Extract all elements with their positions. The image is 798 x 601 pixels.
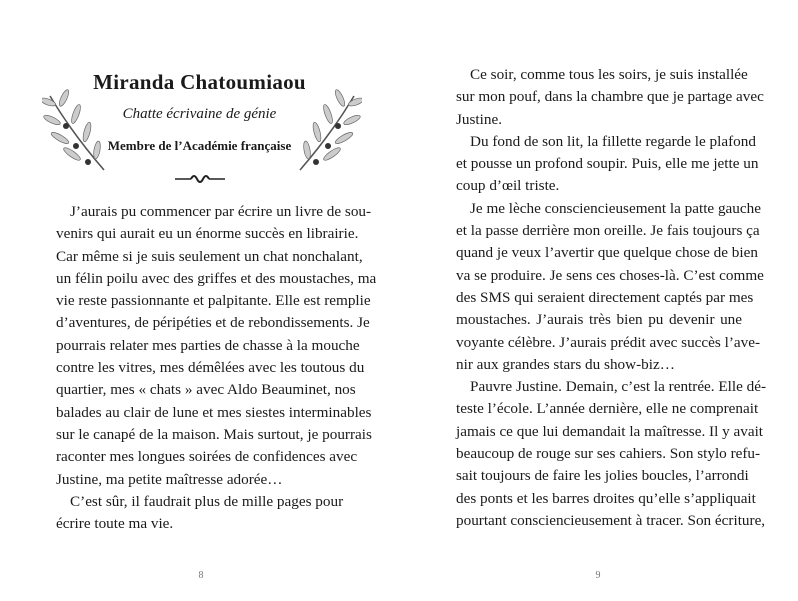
text-line: sur mon pouf, dans la chambre que je partage avec	[456, 88, 764, 106]
author-title: Miranda Chatoumiaou	[93, 70, 306, 94]
author-subtitle: Chatte écrivaine de génie	[122, 106, 277, 122]
text-line: Du fond de son lit, la fillette regarde le plafond	[470, 132, 756, 150]
text-line: vie reste passionnante et palpitante. Elle est remplie	[56, 292, 371, 310]
laurel-branch-left-icon	[42, 88, 112, 178]
text-line: nir aux grandes stars du show-biz…	[456, 355, 675, 373]
text-line: Justine, ma petite maîtresse adorée…	[56, 470, 283, 488]
text-line: coup d’œil triste.	[456, 177, 560, 195]
text-line: quartier, mes « chats » avec Aldo Beauminet, nos	[56, 381, 356, 399]
text-line: Car même si je suis seulement un chat nonchalant,	[56, 247, 363, 265]
right-page	[399, 0, 798, 601]
page-number: 8	[198, 570, 204, 581]
text-line: des ponts et les barres droites qu’elle s’appliquait	[456, 489, 756, 507]
page-number: 9	[595, 570, 601, 581]
text-line: raconter mes longues soirées de confidences avec	[56, 448, 358, 466]
text-line: sait toujours de faire les jolies boucles, l’arrondi	[456, 467, 749, 485]
ornament-divider-icon	[175, 172, 225, 186]
text-line: quand je veux l’avertir que quelque chose de bien	[456, 244, 758, 262]
text-line: écrire toute ma vie.	[56, 515, 174, 533]
left-page-body	[56, 201, 377, 535]
text-line: et la passe derrière mon oreille. Je fais toujours ça	[456, 222, 760, 240]
text-line: Ce soir, comme tous les soirs, je suis installée	[470, 66, 748, 83]
text-line: un félin poilu avec des griffes et des moustaches, ma	[56, 269, 377, 287]
text-line: moustaches. J’aurais très bien pu devenir une	[456, 311, 742, 329]
text-line: va se produire. Je sens ces choses-là. C’est comme	[456, 266, 764, 284]
text-line: venirs qui aurait eu un énorme succès en librairie.	[56, 225, 359, 243]
text-line: C’est sûr, il faudrait plus de mille pages pour	[70, 492, 344, 510]
text-line: Pauvre Justine. Demain, c’est la rentrée. Elle dé-	[470, 378, 767, 396]
text-line: pourtant consciencieusement à tracer. Son écriture,	[456, 511, 766, 529]
right-page-body	[456, 64, 767, 532]
text-line: et pousse un profond soupir. Puis, elle me jette un	[456, 155, 759, 173]
text-line: balades au clair de lune et mes siestes interminables	[56, 403, 372, 421]
text-line: pourrais relater mes parties de chasse à la mouche	[56, 336, 360, 354]
laurel-branch-right-icon	[292, 88, 362, 178]
text-line: des SMS qui seraient directement captés par mes	[456, 288, 754, 306]
text-line: sur le canapé de la maison. Mais surtout, je pourrais	[56, 425, 372, 443]
author-membership: Membre de l’Académie française	[107, 138, 292, 153]
text-line: Je me lèche consciencieusement la patte gauche	[470, 199, 761, 217]
text-line: jamais ce que lui demandait la maîtresse. Il y avait	[456, 422, 764, 440]
text-line: Justine.	[456, 110, 502, 128]
text-line: voyante célèbre. J’aurais prédit avec succès l’ave-	[456, 333, 761, 351]
text-line: beaucoup de rouge sur ses cahiers. Son stylo refu-	[456, 445, 761, 463]
text-line: J’aurais pu commencer par écrire un livre de sou-	[70, 203, 372, 220]
text-line: contre les vitres, mes démêlées avec les toutous du	[56, 359, 365, 377]
text-line: d’aventures, de péripéties et de rebondissements. Je	[56, 314, 370, 332]
text-line: teste l’école. L’année dernière, elle ne comprenait	[456, 400, 759, 418]
